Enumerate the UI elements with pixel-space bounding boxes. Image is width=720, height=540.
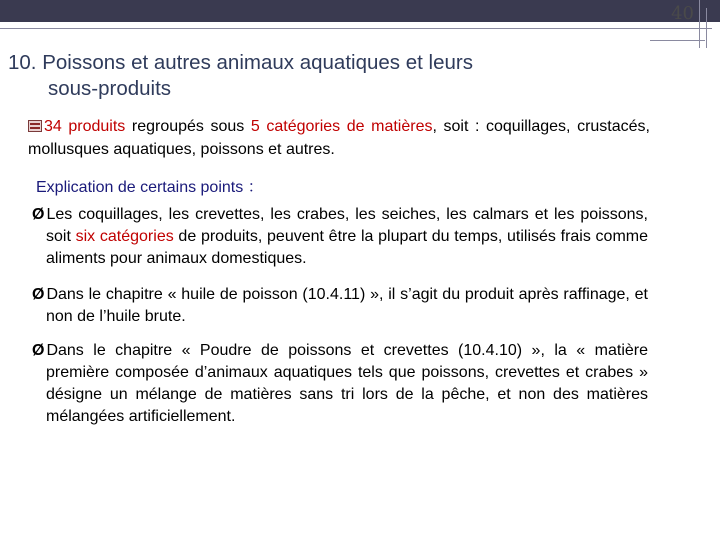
title-line-1: 10. Poissons et autres animaux aquatiques et leurs: [8, 51, 473, 74]
summary-paragraph: [28, 115, 650, 161]
bullet-point-3: [32, 340, 648, 428]
bullet-image-icon: [28, 120, 42, 132]
products-count: 34 produits: [44, 118, 126, 135]
slide-top-bar: [0, 0, 720, 22]
frame-line-vertical-2: [706, 8, 707, 48]
bullet-1-text-b: de produits, peuvent être la plupart du temps, utilisés frais comme aliments pour animaux domestiques.: [46, 228, 649, 267]
bullet-point-1: [32, 204, 648, 270]
title-line-2: sous-produits: [48, 77, 172, 100]
categories-count: 5 catégories de matières: [250, 118, 433, 135]
page-title: [8, 50, 628, 102]
frame-line-horizontal-2: [650, 40, 705, 41]
arrow-bullet-icon: Ø: [32, 342, 45, 359]
bullet-point-2: [32, 284, 648, 328]
bullet-3-text: Dans le chapitre « Poudre de poissons et crevettes (10.4.10) », la « matière première composée d’animaux aquatiques tels que poissons, crevettes et crabes » désigne un mélange de matières sans tri lors de la pêche, et non des matières mélangées artificiellement.: [46, 342, 648, 425]
arrow-bullet-icon: Ø: [32, 286, 45, 303]
page-number: 40: [671, 3, 694, 24]
frame-line-horizontal: [0, 28, 712, 29]
bullet-1-text-a: Les coquillages, les crevettes, les crabes, les seiches, les calmars et les poissons, soit: [46, 206, 648, 245]
bullet-2-text: Dans le chapitre « huile de poisson (10.4.11) », il s’agit du produit après raffinage, et non de l’huile brute.: [46, 286, 648, 325]
arrow-bullet-icon: Ø: [32, 206, 45, 223]
six-categories-highlight: six catégories: [75, 228, 174, 245]
summary-text-a: regroupés sous: [125, 118, 251, 135]
summary-text-b: , soit : coquillages, crustacés, mollusques aquatiques, poissons et autres.: [28, 118, 650, 158]
explanation-heading: Explication de certains points ：: [36, 179, 264, 196]
